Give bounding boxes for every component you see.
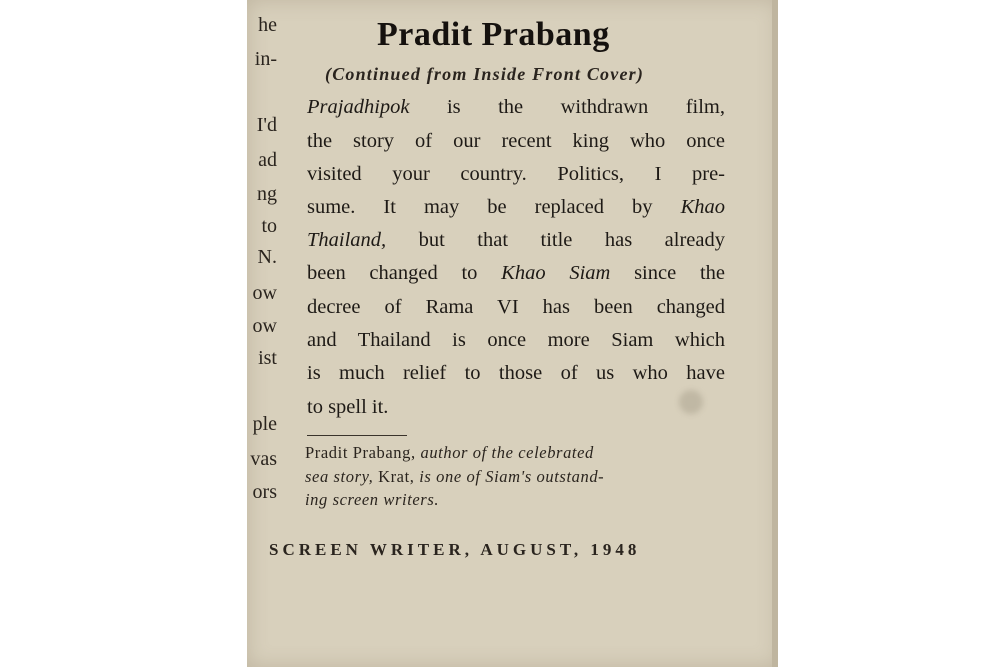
footnote-line: ing screen writers. [305,490,440,509]
continued-note: (Continued from Inside Front Cover) [325,64,645,84]
left-fragment: vas [250,448,277,470]
body-line: the story of our recent king who once [307,130,725,152]
body-line: Prajadhipok is the withdrawn film, [307,96,725,118]
body-line: sume. It may be replaced by Khao [307,196,725,218]
left-fragment: in- [254,48,277,70]
left-fragment: ow [252,282,277,304]
body-line: visited your country. Politics, I pre- [307,163,725,185]
left-fragment: I'd [256,114,277,136]
left-fragment: ng [257,183,277,205]
left-fragment: ad [258,149,277,171]
footnote-line: sea story, Krat, is one of Siam's outstand- [305,467,605,486]
footnote-rule [307,435,407,436]
left-fragment: ple [252,413,277,435]
left-fragment: N. [257,246,277,268]
article-title: Pradit Prabang [377,16,610,53]
film-title: Prajadhipok [307,96,410,118]
film-title: Khao [680,196,725,218]
body-line: been changed to Khao Siam since the [307,262,725,284]
footnote-line: Pradit Prabang, author of the celebrated [305,443,594,462]
film-title: Thailand, [307,229,387,251]
left-fragment: to [261,215,277,237]
body-line: Thailand, but that title has already [307,229,725,251]
body-line: is much relief to those of us who have [307,362,725,384]
page-gutter [772,0,778,667]
body-line: and Thailand is once more Siam which [307,329,725,351]
left-fragment: ow [252,315,277,337]
page-footer: SCREEN WRITER, AUGUST, 1948 [269,540,641,559]
left-fragment: ist [258,347,277,369]
body-line: to spell it. [307,396,389,418]
left-fragment: ors [252,481,277,503]
left-column-cutoff [247,0,281,667]
left-fragment: he [258,14,277,36]
film-title: Khao Siam [501,262,611,284]
magazine-page [247,0,778,667]
body-line: decree of Rama VI has been changed [307,296,725,318]
